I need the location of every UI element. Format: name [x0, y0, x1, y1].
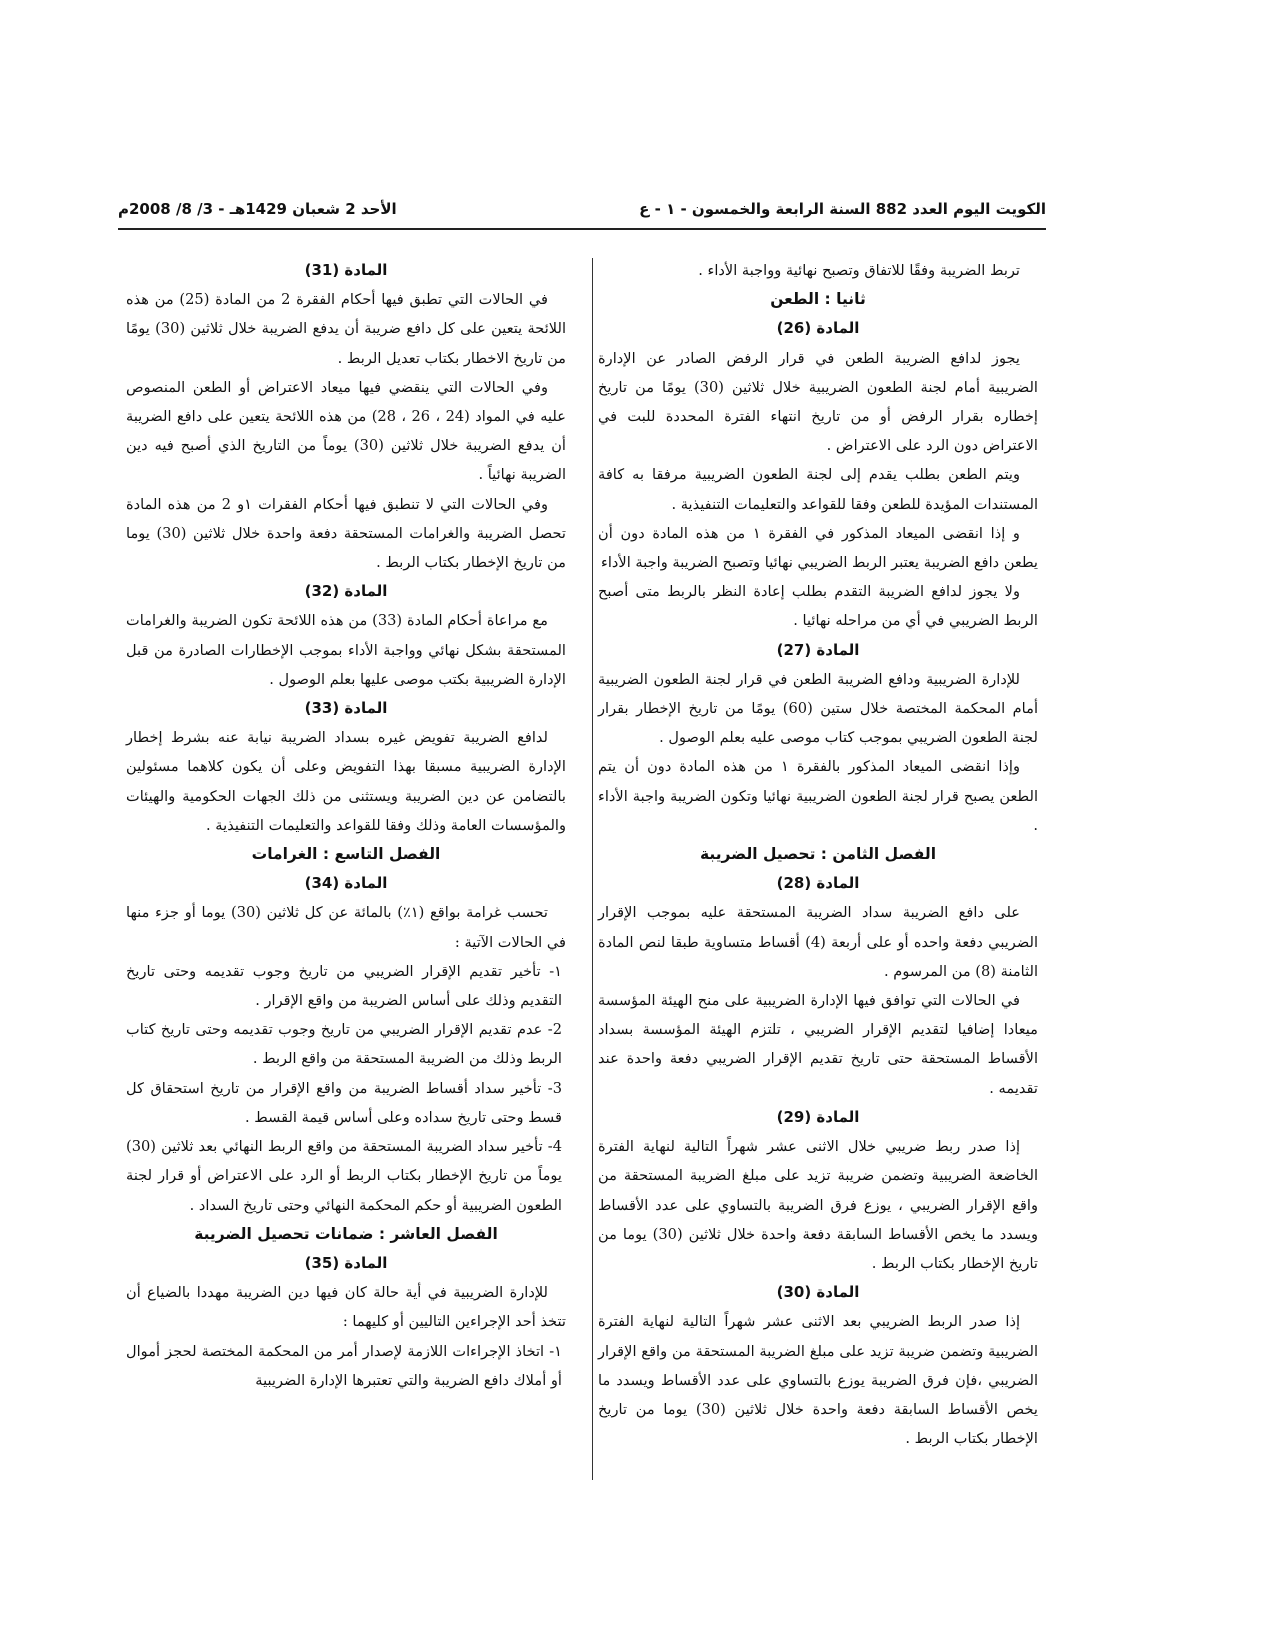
list-item: 3- تأخير سداد أقساط الضريبة من واقع الإقرار من تاريخ استحقاق كل قسط وحتى تاريخ سداده وعلى أساس قيمة القسط .: [126, 1079, 562, 1126]
article-heading: المادة (29): [776, 1107, 860, 1126]
paragraph: مع مراعاة أحكام المادة (33) من هذه اللائحة تكون الضريبة والغرامات المستحقة بشكل نهائي وواجبة الأداء بموجب الإخطارات الصادرة من قبل الإدارة الضريبية بكتب موصى عليها بعلم الوصول .: [126, 612, 566, 688]
article-heading: المادة (34): [304, 874, 388, 893]
article-heading: المادة (33): [304, 699, 388, 718]
list-item: ١- اتخاذ الإجراءات اللازمة لإصدار أمر من المحكمة المختصة لحجز أموال أو أملاك دافع الضريبة والتي تعتبرها الإدارة الضريبية: [126, 1342, 562, 1389]
article-heading: المادة (31): [304, 261, 388, 279]
column-divider: [592, 258, 593, 1480]
header-rule: [118, 228, 1046, 230]
paragraph: ويتم الطعن بطلب يقدم إلى لجنة الطعون الضريبية مرفقا به كافة المستندات المؤيدة للطعن وفقا للقواعد والتعليمات التنفيذية .: [598, 466, 1038, 513]
header-date: الأحد 2 شعبان 1429هـ - 3/ 8/ 2008م: [118, 200, 397, 218]
paragraph: تربط الضريبة وفقًا للاتفاق وتصبح نهائية وواجبة الأداء .: [698, 262, 1020, 279]
chapter-heading: ثانيا : الطعن: [770, 290, 866, 309]
paragraph: للإدارة الضريبية في أية حالة كان فيها دين الضريبة مهددا بالضياع أن تتخذ أحد الإجراءين التاليين أو كليهما :: [126, 1284, 566, 1331]
paragraph: للإدارة الضريبية ودافع الضريبة الطعن في قرار لجنة الطعون الضريبية أمام المحكمة المختصة خلال ستين (60) يومًا من تاريخ الإخطار بقرار لجنة الطعون الضريبي بموجب كتاب موصى عليه بعلم الوصول .: [598, 670, 1038, 747]
paragraph: و إذا انقضى الميعاد المذكور في الفقرة ١ من هذه المادة دون أن يطعن دافع الضريبة يعتبر الربط الضريبي نهائيا وتصبح الضريبة واجبة الأداء: [598, 524, 1038, 572]
paragraph: إذا صدر الربط الضريبي بعد الاثنى عشر شهراً التالية لنهاية الفترة الضريبية وتضمن ضريبة تزيد على مبلغ الضريبة المستحقة من واقع الإقرار الضريبي ،فإن فرق الضريبة يوزع بالتساوي على عدد الأقساط ويسدد ما يخص الأقساط السابقة دفعة واحدة خلال ثلاثين (30) يوما من تاريخ الإخطار بكتاب الربط .: [598, 1313, 1038, 1448]
paragraph: إذا صدر ربط ضريبي خلال الاثنى عشر شهراً التالية لنهاية الفترة الخاضعة الضريبية وتضمن ضريبة تزيد على مبلغ الضريبة المستحقة من واقع الإقرار الضريبي ، يوزع فرق الضريبة بالتساوي على عدد الأقساط ويسدد ما يخص الأقساط السابقة دفعة واحدة خلال ثلاثين (30) يوما من تاريخ الإخطار بكتاب الربط .: [598, 1138, 1039, 1272]
page-header: [118, 188, 1046, 218]
article-heading: المادة (32): [304, 582, 388, 601]
paragraph: وفي الحالات التي ينقضي فيها ميعاد الاعتراض أو الطعن المنصوص عليه في المواد (24 ، 26 ، 28) من هذه اللائحة يتعين على دافع الضريبة أن يدفع الضريبة خلال ثلاثين (30) يوماً من التاريخ الذي أصبح فيه دين الضريبة نهائياً .: [126, 378, 566, 484]
chapter-heading: الفصل العاشر : ضمانات تحصيل الضريبة: [194, 1224, 498, 1243]
article-heading: المادة (27): [776, 640, 860, 659]
paragraph: يجوز لدافع الضريبة الطعن في قرار الرفض الصادر عن الإدارة الضريبية أمام لجنة الطعون الضريبية خلال ثلاثين (30) يومًا من تاريخ إخطاره بقرار الرفض أو من تاريخ انتهاء الفترة المحددة للبت في الاعتراض دون الرد على الاعتراض .: [598, 349, 1038, 455]
chapter-heading: الفصل الثامن : تحصيل الضريبة: [699, 845, 937, 864]
article-heading: المادة (35): [304, 1253, 388, 1272]
paragraph: وفي الحالات التي لا تنطبق فيها أحكام الفقرات ١و 2 من هذه المادة تحصل الضريبة والغرامات المستحقة دفعة واحدة خلال ثلاثين (30) يوما من تاريخ الإخطار بكتاب الربط .: [126, 495, 566, 572]
paragraph: تحسب غرامة بواقع (١٪) بالمائة عن كل ثلاثين (30) يوما أو جزء منها في الحالات الآتية :: [126, 904, 566, 951]
paragraph: وإذا انقضى الميعاد المذكور بالفقرة ١ من هذه المادة دون أن يتم الطعن يصبح قرار لجنة الطعون الضريبية نهائيا وتكون الضريبة واجبة الأداء .: [598, 758, 1038, 834]
article-heading: المادة (28): [776, 874, 860, 893]
paragraph: لدافع الضريبة تفويض غيره بسداد الضريبة نيابة عنه بشرط إخطار الإدارة الضريبية مسبقا بهذا التفويض وعلى أن يكون كلاهما مسئولين بالتضامن عن دين الضريبة ويستثنى من ذلك الجهات الحكومية والهيئات والمؤسسات العامة وذلك وفقا للقواعد والتعليمات التنفيذية .: [126, 729, 566, 834]
paragraph: ولا يجوز لدافع الضريبة التقدم بطلب إعادة النظر بالربط متى أصبح الربط الضريبي في أي من مراحله نهائيا .: [598, 583, 1038, 630]
paragraph: في الحالات التي تطبق فيها أحكام الفقرة 2 من المادة (25) من هذه اللائحة يتعين على كل دافع ضريبة أن يدفع الضريبة خلال ثلاثين (30) يومًا من تاريخ الاخطار بكتاب تعديل الربط .: [126, 291, 567, 367]
list-item: 2- عدم تقديم الإقرار الضريبي من تاريخ وجوب تقديمه وحتى تاريخ كتاب الربط وذلك من الضريبة المستحقة من واقع الربط .: [126, 1021, 562, 1068]
paragraph: على دافع الضريبة سداد الضريبة المستحقة عليه بموجب الإقرار الضريبي دفعة واحده أو على أربعة (4) أقساط متساوية طبقا لنص المادة الثامنة (8) من المرسوم .: [598, 904, 1039, 980]
list-item: 4- تأخير سداد الضريبة المستحقة من واقع الربط النهائي بعد ثلاثين (30) يوماً من تاريخ الإخطار بكتاب الربط أو الرد على الاعتراض أو قرار لجنة الطعون الضريبية أو حكم المحكمة النهائي وحتى تاريخ السداد .: [126, 1138, 562, 1214]
article-heading: المادة (26): [776, 319, 860, 338]
right-column: [598, 256, 1038, 1453]
left-column: [126, 256, 566, 1395]
chapter-heading: الفصل التاسع : الغرامات: [251, 845, 441, 864]
article-heading: المادة (30): [776, 1283, 860, 1302]
header-publication: الكويت اليوم العدد 882 السنة الرابعة والخمسون - ١ - ع: [639, 200, 1046, 218]
list-item: ١- تأخير تقديم الإقرار الضريبي من تاريخ وجوب تقديمه وحتى تاريخ التقديم وذلك على أساس الضريبة من واقع الإقرار .: [126, 962, 562, 1010]
paragraph: في الحالات التي توافق فيها الإدارة الضريبية على منح الهيئة المؤسسة ميعادا إضافيا لتقديم الإقرار الضريبي ، تلتزم الهيئة المؤسسة بسداد الأقساط المستحقة حتى تاريخ تقديم الإقرار الضريبي دفعة واحدة عند تقديمه .: [598, 992, 1038, 1097]
